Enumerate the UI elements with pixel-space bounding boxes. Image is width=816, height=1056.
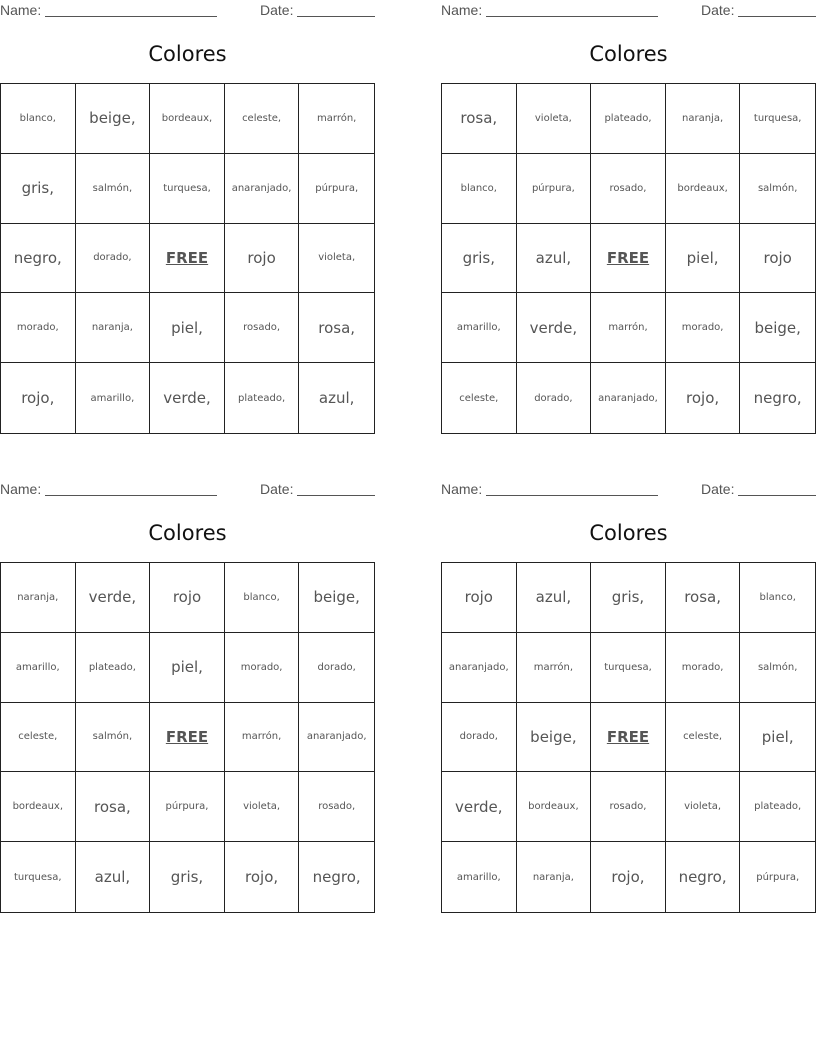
bingo-cell: amarillo, (442, 842, 517, 912)
date-label: Date: (260, 2, 294, 18)
bingo-cell: dorado, (517, 363, 592, 433)
name-label: Name: (441, 2, 483, 18)
bingo-grid (441, 562, 816, 913)
bingo-cell: púrpura, (150, 772, 225, 842)
bingo-grid (0, 83, 375, 434)
bingo-cell: amarillo, (76, 363, 151, 433)
card-header (441, 481, 816, 499)
bingo-cell: celeste, (442, 363, 517, 433)
bingo-cell: dorado, (76, 224, 151, 294)
bingo-cell: beige, (517, 703, 592, 773)
free-space: FREE (591, 224, 666, 294)
bingo-cell: azul, (76, 842, 151, 912)
bingo-cell: negro, (1, 224, 76, 294)
bingo-cell: gris, (591, 563, 666, 633)
bingo-cell: anaranjado, (225, 154, 300, 224)
bingo-cell: rojo, (666, 363, 741, 433)
bingo-cell: rosado, (591, 772, 666, 842)
bingo-cell: turquesa, (740, 84, 815, 154)
bingo-cell: rojo (225, 224, 300, 294)
date-label: Date: (701, 2, 735, 18)
bingo-cell: morado, (666, 293, 741, 363)
bingo-cell: negro, (666, 842, 741, 912)
bingo-cell: rojo, (1, 363, 76, 433)
bingo-cell: turquesa, (591, 633, 666, 703)
bingo-cell: naranja, (517, 842, 592, 912)
bingo-cell: salmón, (76, 154, 151, 224)
name-line (486, 16, 658, 17)
bingo-cell: azul, (517, 563, 592, 633)
bingo-cell: naranja, (76, 293, 151, 363)
bingo-cell: púrpura, (756, 871, 800, 883)
bingo-cell: verde, (150, 363, 225, 433)
bingo-cell: salmón, (740, 633, 815, 703)
card-title: Colores (148, 521, 227, 545)
bingo-cell: violeta, (225, 772, 300, 842)
date-line (738, 495, 816, 496)
bingo-cell: rosa, (666, 563, 741, 633)
bingo-grid (0, 562, 375, 913)
bingo-cell: gris, (442, 224, 517, 294)
bingo-cell: anaranjado, (299, 703, 374, 773)
bingo-cell: dorado, (442, 703, 517, 773)
bingo-cell: rojo (740, 224, 815, 294)
bingo-cell: azul, (318, 389, 355, 408)
bingo-cell: bordeaux, (666, 154, 741, 224)
bingo-cell: bordeaux, (517, 772, 592, 842)
free-space: FREE (150, 224, 225, 294)
date-line (738, 16, 816, 17)
name-label: Name: (0, 2, 42, 18)
bingo-cell: violeta, (666, 772, 741, 842)
card-title: Colores (589, 521, 668, 545)
name-label: Name: (0, 481, 42, 497)
bingo-cell: morado, (666, 633, 741, 703)
date-line (297, 16, 375, 17)
bingo-cell: marrón, (299, 84, 374, 154)
bingo-cell: amarillo, (442, 293, 517, 363)
bingo-cell: blanco, (1, 84, 76, 154)
bingo-cell: plateado, (740, 772, 815, 842)
free-space: FREE (591, 703, 666, 773)
bingo-cell: beige, (76, 84, 151, 154)
bingo-cell: negro, (312, 868, 361, 887)
name-line (45, 16, 217, 17)
bingo-card-1 (0, 0, 375, 440)
bingo-cell: piel, (740, 703, 815, 773)
bingo-cell: salmón, (740, 154, 815, 224)
bingo-cell: plateado, (225, 363, 300, 433)
bingo-grid (441, 83, 816, 434)
name-line (45, 495, 217, 496)
bingo-cell: púrpura, (299, 154, 374, 224)
bingo-cell: rosa, (442, 84, 517, 154)
bingo-cell: piel, (666, 224, 741, 294)
bingo-cell: celeste, (1, 703, 76, 773)
free-space: FREE (150, 703, 225, 773)
bingo-cell: turquesa, (1, 842, 76, 912)
bingo-cell: piel, (150, 293, 225, 363)
bingo-cell: morado, (225, 633, 300, 703)
bingo-cell: anaranjado, (591, 363, 666, 433)
bingo-cell: naranja, (1, 563, 76, 633)
name-label: Name: (441, 481, 483, 497)
card-header (0, 481, 375, 499)
card-header (441, 2, 816, 20)
bingo-cell: morado, (1, 293, 76, 363)
bingo-cell: verde, (76, 563, 151, 633)
bingo-cell: violeta, (517, 84, 592, 154)
card-title: Colores (589, 42, 668, 66)
bingo-cell: plateado, (76, 633, 151, 703)
bingo-cell: naranja, (666, 84, 741, 154)
bingo-cell: bordeaux, (1, 772, 76, 842)
bingo-cell: rojo (150, 563, 225, 633)
bingo-cell: gris, (150, 842, 225, 912)
bingo-cell: violeta, (299, 224, 374, 294)
bingo-cell: salmón, (76, 703, 151, 773)
bingo-cell: blanco, (442, 154, 517, 224)
bingo-cell: anaranjado, (442, 633, 517, 703)
date-label: Date: (260, 481, 294, 497)
bingo-card-2 (441, 0, 816, 440)
bingo-card-3 (0, 479, 375, 919)
bingo-cell: gris, (1, 154, 76, 224)
bingo-cell: bordeaux, (150, 84, 225, 154)
bingo-cell: turquesa, (150, 154, 225, 224)
bingo-cell: beige, (299, 563, 374, 633)
bingo-cell: rosado, (299, 772, 374, 842)
bingo-cell: piel, (150, 633, 225, 703)
card-title: Colores (148, 42, 227, 66)
date-line (297, 495, 375, 496)
bingo-cell: celeste, (225, 84, 300, 154)
bingo-cell: celeste, (666, 703, 741, 773)
name-line (486, 495, 658, 496)
card-header (0, 2, 375, 20)
bingo-cell: blanco, (740, 563, 815, 633)
bingo-cell: dorado, (299, 633, 374, 703)
bingo-cell: marrón, (591, 293, 666, 363)
bingo-cell: marrón, (517, 633, 592, 703)
bingo-cell: amarillo, (1, 633, 76, 703)
bingo-cell: marrón, (225, 703, 300, 773)
date-label: Date: (701, 481, 735, 497)
bingo-card-4 (441, 479, 816, 919)
bingo-cell: rosa, (299, 293, 374, 363)
bingo-cell: verde, (442, 772, 517, 842)
bingo-cell: rojo, (225, 842, 300, 912)
bingo-cell: rosa, (76, 772, 151, 842)
bingo-cell: rojo (442, 563, 517, 633)
bingo-cell: negro, (753, 389, 802, 408)
bingo-cell: blanco, (225, 563, 300, 633)
bingo-cell: rosado, (225, 293, 300, 363)
bingo-cell: azul, (517, 224, 592, 294)
bingo-cell: púrpura, (517, 154, 592, 224)
bingo-cell: plateado, (591, 84, 666, 154)
bingo-cell: verde, (517, 293, 592, 363)
bingo-cell: beige, (740, 293, 815, 363)
bingo-cell: rosado, (591, 154, 666, 224)
bingo-cell: rojo, (591, 842, 666, 912)
